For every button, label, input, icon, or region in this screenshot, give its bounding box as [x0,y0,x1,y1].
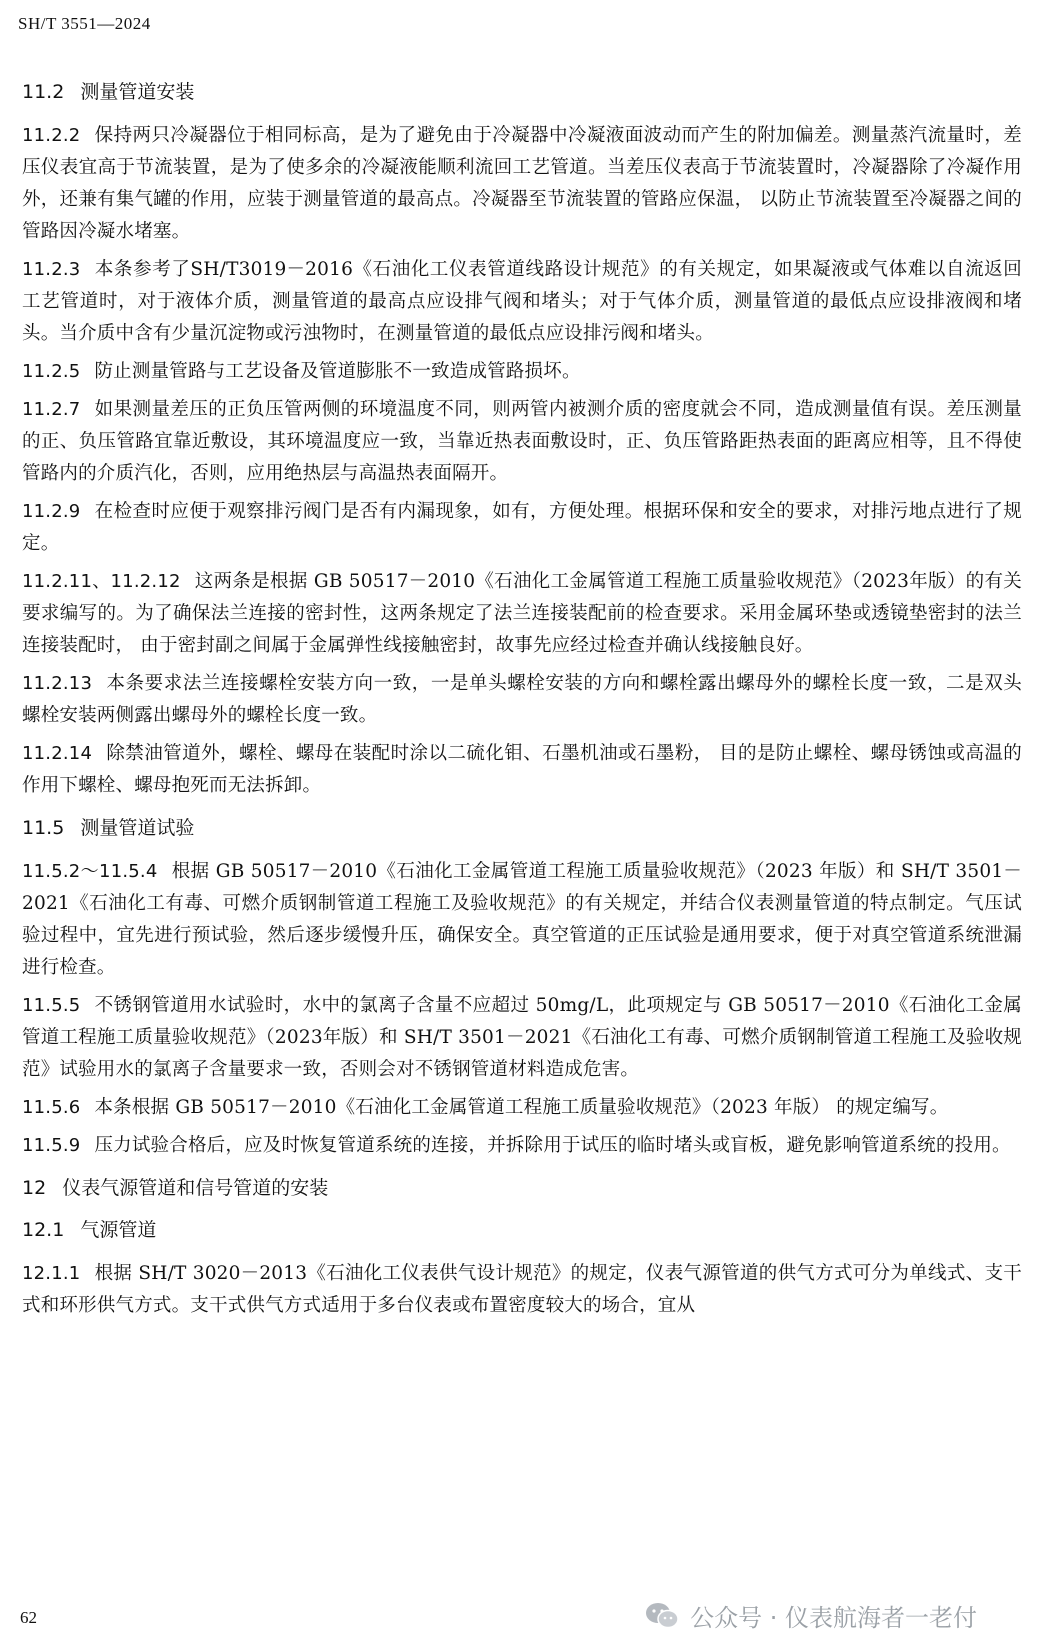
section-heading [22,814,1022,842]
section-heading [22,78,1022,106]
clause-text: 在检查时应便于观察排污阀门是否有内漏现象，如有，方便处理。根据环保和安全的要求，对排污地点进行了规定。 [22,501,1022,554]
clause-paragraph [22,1130,1022,1162]
page-number: 62 [20,1608,37,1627]
clause-number: 11.2.5 [22,361,81,382]
section-title: 测量管道安装 [80,81,195,103]
clause-text: 本条参考了SH/T3019－2016《石油化工仪表管道线路设计规范》的有关规定，如果凝液或气体难以自流返回工艺管道时，对于液体介质，测量管道的最高点应设排气阀和堵头；对于气体介质，测量管道的最低点应设排液阀和堵头。当介质中含有少量沉淀物或污浊物时，在测量管道的最低点应设排污阀和堵头。 [22,259,1022,344]
clause-number: 12.1.1 [22,1263,81,1284]
clause-number: 11.5.2～11.5.4 [22,861,158,882]
clause-paragraph [22,738,1022,802]
clause-paragraph [22,356,1022,388]
clause-paragraph [22,120,1022,248]
wechat-icon [644,1601,680,1631]
clause-paragraph [22,990,1022,1086]
clause-text: 如果测量差压的正负压管两侧的环境温度不同，则两管内被测介质的密度就会不同，造成测量值有误。差压测量的正、负压管路宜靠近敷设，其环境温度应一致，当靠近热表面敷设时，正、负压管路距热表面的距离应相等，且不得使管路内的介质汽化，否则，应用绝热层与高温热表面隔开。 [22,399,1022,484]
clause-number: 11.5.6 [22,1097,81,1118]
clause-text: 防止测量管路与工艺设备及管道膨胀不一致造成管路损坏。 [94,361,581,382]
clause-paragraph [22,856,1022,984]
clause-text: 这两条是根据 GB 50517－2010《石油化工金属管道工程施工质量验收规范》（2023年版）的有关要求编写的。为了确保法兰连接的密封性，这两条规定了法兰连接装配前的检查要求。采用金属环垫或透镜垫密封的法兰连接装配时， 由于密封副之间属于金属弹性线接触密封，故事先应经过检查并确认线接触良好。 [22,571,1022,656]
section-title: 测量管道试验 [80,817,195,839]
clause-text: 根据 SH/T 3020－2013《石油化工仪表供气设计规范》的规定，仪表气源管道的供气方式可分为单线式、支干式和环形供气方式。支干式供气方式适用于多台仪表或布置密度较大的场合，宜从 [22,1263,1022,1316]
clause-paragraph [22,1092,1022,1124]
standard-code-header: SH/T 3551—2024 [18,14,151,33]
clause-number: 11.5.5 [22,995,81,1016]
section-number: 12.1 [22,1219,65,1241]
section-heading [22,1216,1022,1244]
clause-number: 11.2.13 [22,673,93,694]
section-title: 仪表气源管道和信号管道的安装 [62,1177,329,1199]
clause-text: 本条根据 GB 50517－2010《石油化工金属管道工程施工质量验收规范》（2023 年版） 的规定编写。 [94,1097,949,1118]
section-heading [22,1174,1022,1202]
clause-number: 11.2.7 [22,399,81,420]
section-title: 气源管道 [80,1219,157,1241]
clause-number: 11.5.9 [22,1135,81,1156]
clause-paragraph [22,254,1022,350]
watermark [644,1598,977,1633]
clause-paragraph [22,496,1022,560]
clause-number: 11.2.3 [22,259,81,280]
section-number: 12 [22,1177,47,1199]
clause-text: 根据 GB 50517－2010《石油化工金属管道工程施工质量验收规范》（2023 年版）和 SH/T 3501－2021《石油化工有毒、可燃介质钢制管道工程施工及验收规范》的有关规定，并结合仪表测量管道的特点制定。气压试验过程中，宜先进行预试验，然后逐步缓慢升压，确保安全。真空管道的正压试验是通用要求，便于对真空管道系统泄漏进行检查。 [22,861,1022,978]
clause-number: 11.2.2 [22,125,81,146]
clause-number: 11.2.11、11.2.12 [22,571,181,592]
clause-paragraph [22,566,1022,662]
clause-text: 压力试验合格后，应及时恢复管道系统的连接，并拆除用于试压的临时堵头或盲板，避免影响管道系统的投用。 [94,1135,1011,1156]
clause-paragraph [22,1258,1022,1322]
watermark-text: 公众号 · 仪表航海者一老付 [690,1604,977,1632]
clause-number: 11.2.14 [22,743,93,764]
clause-paragraph [22,668,1022,732]
clause-paragraph [22,394,1022,490]
clause-text: 除禁油管道外，螺栓、螺母在装配时涂以二硫化钼、石墨机油或石墨粉， 目的是防止螺栓、螺母锈蚀或高温的作用下螺栓、螺母抱死而无法拆卸。 [22,743,1022,796]
section-number: 11.2 [22,81,65,103]
clause-text: 保持两只冷凝器位于相同标高，是为了避免由于冷凝器中冷凝液面波动而产生的附加偏差。测量蒸汽流量时，差压仪表宜高于节流装置，是为了使多余的冷凝液能顺利流回工艺管道。当差压仪表高于节流装置时，冷凝器除了冷凝作用外，还兼有集气罐的作用，应装于测量管道的最高点。冷凝器至节流装置的管路应保温， 以防止节流装置至冷凝器之间的管路因冷凝水堵塞。 [22,125,1022,242]
clause-text: 不锈钢管道用水试验时，水中的氯离子含量不应超过 50mg/L，此项规定与 GB 50517－2010《石油化工金属管道工程施工质量验收规范》（2023年版）和 SH/T 3501－2021《石油化工有毒、可燃介质钢制管道工程施工及验收规范》试验用水的氯离子含量要求一致，否则会对不锈钢管道材料造成危害。 [22,995,1022,1080]
document-body [22,78,1022,1334]
clause-text: 本条要求法兰连接螺栓安装方向一致，一是单头螺栓安装的方向和螺栓露出螺母外的螺栓长度一致，二是双头螺栓安装两侧露出螺母外的螺栓长度一致。 [22,673,1022,726]
section-number: 11.5 [22,817,65,839]
clause-number: 11.2.9 [22,501,81,522]
